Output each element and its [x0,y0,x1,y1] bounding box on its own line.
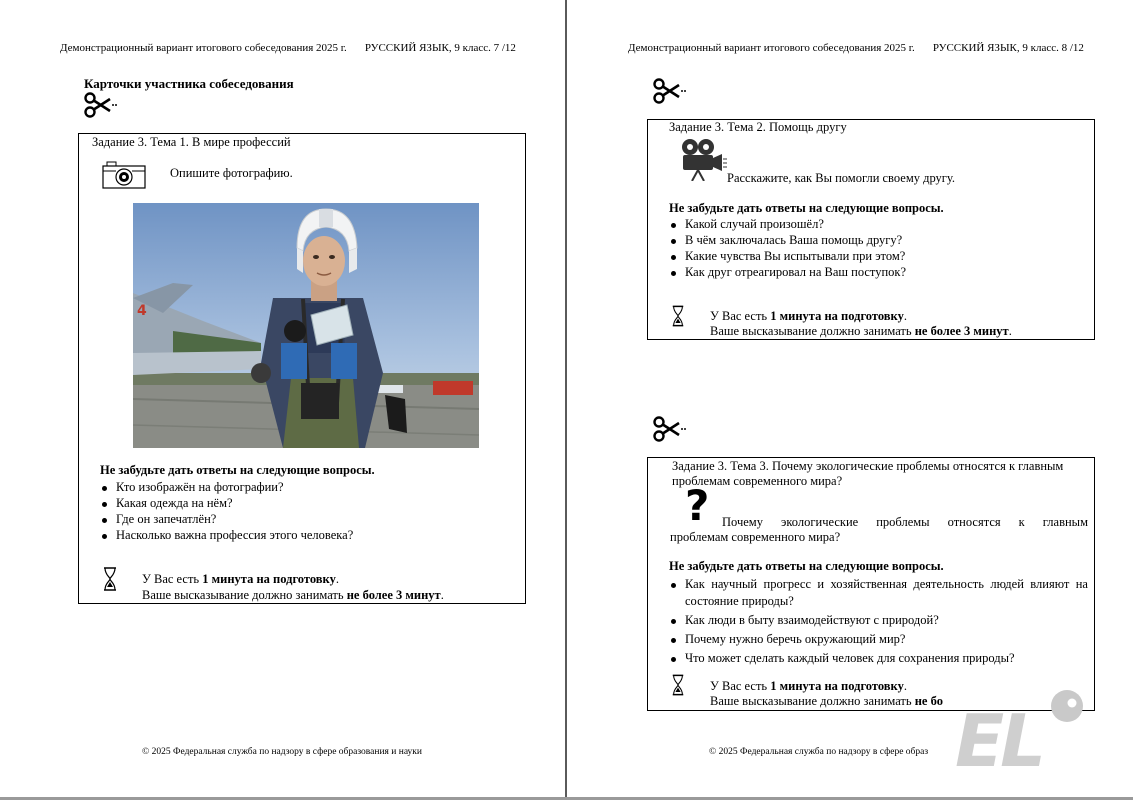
questions-list [100,479,500,543]
prep-time-text: У Вас есть 1 минута на подготовку. [710,679,907,693]
list-item: Что может сделать каждый человек для сохранения природы? [669,650,1088,667]
header-subject: РУССКИЙ ЯЗЫК, 9 класс. 7 /12 [364,42,516,54]
card-instruction: Расскажите, как Вы помогли своему другу. [727,171,956,185]
pilot-photo [133,203,479,448]
list-item: Почему нужно беречь окружающий мир? [669,631,1088,648]
answer-limit-text: Ваше высказывание должно занимать не более 3 минут. [142,588,444,602]
question-mark-icon: ? [685,481,710,530]
el-watermark-logo [955,690,1085,770]
prep-time-text: У Вас есть 1 минута на подготовку. [142,572,339,586]
scissors-icon [653,416,687,442]
card-task-title-line1: Задание 3. Тема 3. Почему экологические проблемы относятся к главным [672,459,1064,473]
film-camera-icon [678,137,728,181]
page-footer: © 2025 Федеральная служба по надзору в сфере образ [709,747,929,757]
scissors-icon [653,78,687,104]
header-title: Демонстрационный вариант итогового собеседования 2025 г. [628,42,915,54]
answer-limit-text: Ваше высказывание должно занимать не более 3 минут. [710,324,1012,338]
card-instruction-line1: Почему экологические проблемы относятся к главным [722,515,1088,529]
list-item: Где он запечатлён? [100,511,500,527]
card-instruction-line2: проблемам современного мира? [670,530,841,544]
page-header [628,42,1084,54]
card-task-title-line2: проблемам современного мира? [672,474,843,488]
hourglass-icon [671,674,685,696]
list-item: Какие чувства Вы испытывали при этом? [669,248,1069,264]
card-task-title: Задание 3. Тема 2. Помощь другу [669,120,847,134]
questions-heading: Не забудьте дать ответы на следующие вопросы. [100,463,375,477]
answer-limit-text: Ваше высказывание должно занимать не бо [710,694,943,708]
camera-icon [102,160,146,190]
header-subject: РУССКИЙ ЯЗЫК, 9 класс. 8 /12 [932,42,1084,54]
questions-heading: Не забудьте дать ответы на следующие вопросы. [669,559,944,573]
list-item: Какой случай произошёл? [669,216,1069,232]
header-title: Демонстрационный вариант итогового собеседования 2025 г. [60,42,347,54]
list-item: Как научный прогресс и хозяйственная деятельность людей влияют на состояние природы? [669,576,1088,610]
scissors-icon [84,92,118,118]
list-item: Как люди в быту взаимодействуют с природой? [669,612,1088,629]
svg-text:4: 4 [137,303,147,319]
page-footer: © 2025 Федеральная служба по надзору в сфере образования и науки [142,747,423,757]
questions-list [669,216,1069,280]
card-task-title: Задание 3. Тема 1. В мире профессий [92,135,291,149]
prep-time-text: У Вас есть 1 минута на подготовку. [710,309,907,323]
page-header [60,42,516,54]
page-7 [0,0,566,800]
list-item: Насколько важна профессия этого человека? [100,527,500,543]
hourglass-icon [102,567,118,591]
list-item: В чём заключалась Ваша помощь другу? [669,232,1069,248]
questions-list [669,576,1088,667]
card-instruction: Опишите фотографию. [170,166,293,180]
watermark-text: EL [955,699,1043,770]
list-item: Кто изображён на фотографии? [100,479,500,495]
list-item: Какая одежда на нём? [100,495,500,511]
list-item: Как друг отреагировал на Ваш поступок? [669,264,1069,280]
hourglass-icon [671,305,685,327]
cards-title: Карточки участника собеседования [84,76,294,91]
questions-heading: Не забудьте дать ответы на следующие вопросы. [669,201,944,215]
page-8 [567,0,1133,800]
